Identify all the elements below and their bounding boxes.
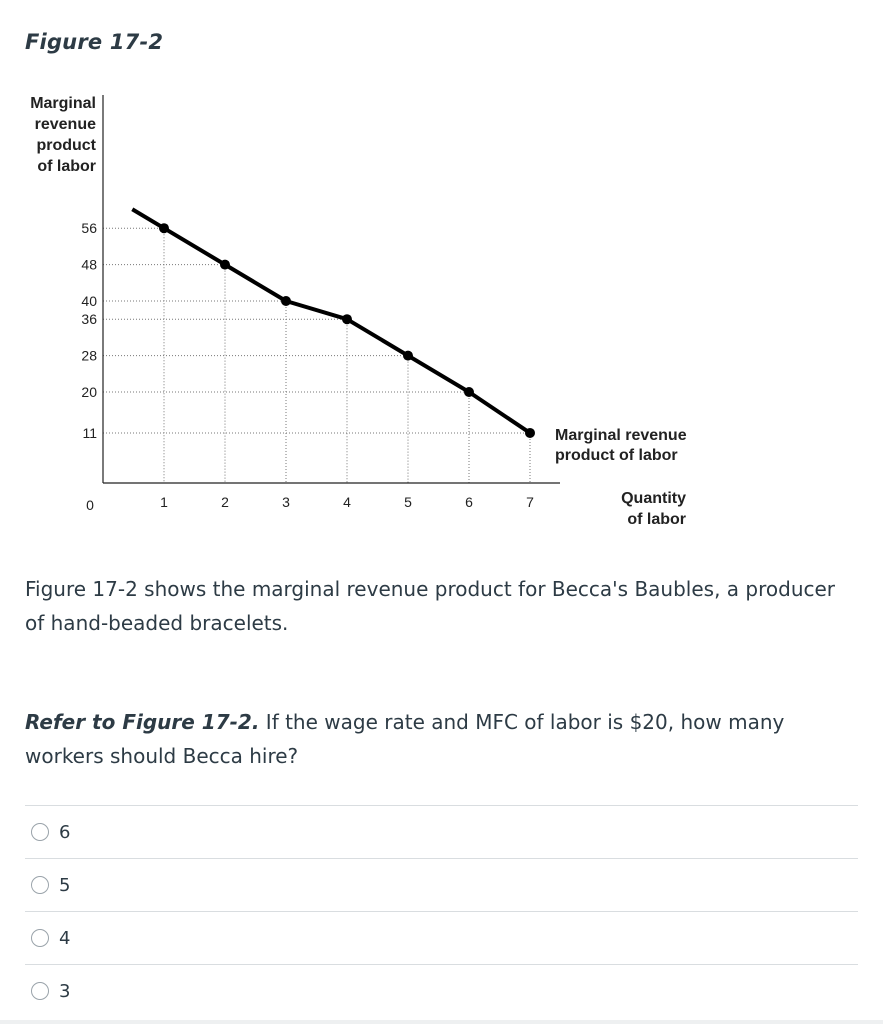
x-tick-label: 7 — [526, 494, 534, 510]
answer-label: 3 — [59, 980, 71, 1002]
radio-button-icon[interactable] — [31, 982, 49, 1000]
question-text — [25, 705, 855, 773]
y-axis-label: product — [36, 137, 96, 154]
y-tick-label: 28 — [81, 347, 97, 364]
mrp-curve — [132, 209, 530, 433]
x-axis-label: of labor — [627, 511, 686, 528]
data-point — [220, 260, 230, 270]
x-tick-label: 2 — [221, 494, 229, 510]
x-tick-label: 6 — [465, 494, 473, 510]
x-tick-label: 5 — [404, 494, 412, 510]
radio-button-icon[interactable] — [31, 929, 49, 947]
x-tick-label: 3 — [282, 494, 290, 510]
y-tick-label: 48 — [81, 256, 97, 273]
answer-option-3[interactable] — [25, 911, 858, 964]
data-point — [403, 351, 413, 361]
series-label: Marginal revenue — [555, 427, 687, 444]
answer-label: 6 — [59, 821, 71, 843]
figure-description: Figure 17-2 shows the marginal revenue product for Becca's Baubles, a producer of hand-beaded bracelets. — [25, 577, 836, 635]
data-point — [342, 314, 352, 324]
figure-title: Figure 17-2 — [25, 30, 164, 54]
data-point — [525, 428, 535, 438]
answer-option-2[interactable] — [25, 858, 858, 911]
bottom-scroll-edge — [0, 1020, 883, 1024]
answer-option-1[interactable] — [25, 805, 858, 858]
data-point — [159, 223, 169, 233]
answer-label: 5 — [59, 874, 71, 896]
chart-svg — [0, 80, 760, 540]
question-body: If the wage rate and MFC of labor is $20, how many workers should Becca hire? — [25, 710, 785, 768]
radio-button-icon[interactable] — [31, 823, 49, 841]
y-axis-label: Marginal — [30, 95, 96, 112]
series-label: product of labor — [555, 447, 678, 464]
y-tick-label: 11 — [82, 424, 97, 441]
y-axis-label: revenue — [34, 116, 96, 133]
y-tick-label: 36 — [81, 311, 97, 328]
mrp-chart — [0, 80, 760, 540]
answer-option-4[interactable] — [25, 964, 858, 1017]
answer-list — [25, 805, 858, 1017]
x-tick-label: 1 — [160, 494, 168, 510]
y-tick-label: 40 — [81, 293, 97, 309]
data-point — [464, 387, 474, 397]
origin-label: 0 — [86, 497, 94, 513]
answer-label: 4 — [59, 927, 71, 949]
y-tick-label: 56 — [81, 220, 97, 237]
radio-button-icon[interactable] — [31, 876, 49, 894]
y-tick-label: 20 — [81, 384, 97, 400]
data-point — [281, 296, 291, 306]
x-tick-label: 4 — [343, 494, 351, 510]
x-axis-label: Quantity — [621, 490, 686, 507]
question-figure-ref: Refer to Figure 17-2. — [25, 710, 260, 734]
y-axis-label: of labor — [37, 158, 96, 175]
